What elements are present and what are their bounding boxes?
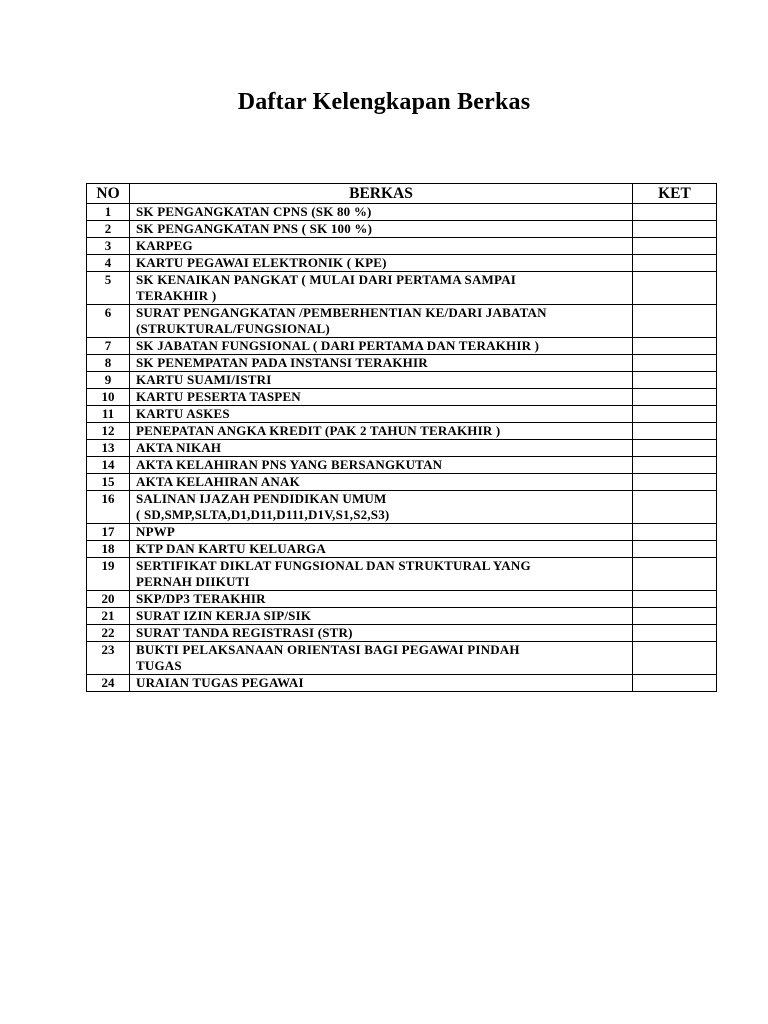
berkas-line: AKTA KELAHIRAN ANAK (136, 474, 300, 489)
berkas-line: KARTU PEGAWAI ELEKTRONIK ( KPE) (136, 255, 387, 270)
row-number: 13 (87, 440, 130, 457)
document-title: Daftar Kelengkapan Berkas (237, 89, 531, 115)
table-header-row (87, 184, 717, 204)
berkas-cell (130, 221, 633, 238)
table-row (87, 406, 717, 423)
row-number: 20 (87, 591, 130, 608)
berkas-line: SK PENEMPATAN PADA INSTANSI TERAKHIR (136, 355, 428, 370)
berkas-line: KTP DAN KARTU KELUARGA (136, 541, 326, 556)
row-number: 4 (87, 255, 130, 272)
table-row (87, 355, 717, 372)
row-number: 22 (87, 625, 130, 642)
row-number: 7 (87, 338, 130, 355)
row-number: 24 (87, 675, 130, 692)
table-row (87, 204, 717, 221)
ket-cell (633, 558, 717, 591)
ket-cell (633, 372, 717, 389)
berkas-cell (130, 675, 633, 692)
ket-cell (633, 591, 717, 608)
berkas-line: (STRUKTURAL/FUNGSIONAL) (136, 321, 330, 336)
table-row (87, 558, 717, 591)
table-row (87, 608, 717, 625)
berkas-cell (130, 625, 633, 642)
berkas-line: SALINAN IJAZAH PENDIDIKAN UMUM (136, 491, 387, 506)
ket-cell (633, 406, 717, 423)
berkas-line: SK KENAIKAN PANGKAT ( MULAI DARI PERTAMA SAMPAI (136, 272, 517, 287)
table-row (87, 423, 717, 440)
berkas-line: KARTU ASKES (136, 406, 230, 421)
berkas-cell (130, 457, 633, 474)
table-row (87, 272, 717, 305)
ket-cell (633, 355, 717, 372)
berkas-cell (130, 355, 633, 372)
ket-cell (633, 457, 717, 474)
berkas-line: SURAT PENGANGKATAN /PEMBERHENTIAN KE/DARI JABATAN (136, 305, 547, 320)
ket-cell (633, 221, 717, 238)
ket-cell (633, 474, 717, 491)
ket-cell (633, 524, 717, 541)
berkas-cell (130, 440, 633, 457)
row-number: 8 (87, 355, 130, 372)
berkas-cell (130, 255, 633, 272)
berkas-line: SURAT TANDA REGISTRASI (STR) (136, 625, 353, 640)
berkas-line: SK PENGANGKATAN CPNS (SK 80 %) (136, 204, 372, 219)
table-row (87, 642, 717, 675)
table-row (87, 238, 717, 255)
berkas-line: NPWP (136, 524, 176, 539)
table-row (87, 474, 717, 491)
berkas-line: SERTIFIKAT DIKLAT FUNGSIONAL DAN STRUKTURAL YANG (136, 558, 531, 573)
table-row (87, 221, 717, 238)
row-number: 15 (87, 474, 130, 491)
berkas-line: PENEPATAN ANGKA KREDIT (PAK 2 TAHUN TERAKHIR ) (136, 423, 501, 438)
table-body (87, 204, 717, 692)
table-row (87, 338, 717, 355)
table-row (87, 491, 717, 524)
header-ket: KET (633, 184, 717, 204)
table-row (87, 372, 717, 389)
table-row (87, 524, 717, 541)
berkas-table (86, 183, 717, 692)
ket-cell (633, 625, 717, 642)
berkas-cell (130, 541, 633, 558)
row-number: 23 (87, 642, 130, 675)
berkas-cell (130, 272, 633, 305)
ket-cell (633, 255, 717, 272)
ket-cell (633, 272, 717, 305)
ket-cell (633, 608, 717, 625)
table-row (87, 675, 717, 692)
row-number: 21 (87, 608, 130, 625)
table-row (87, 305, 717, 338)
row-number: 14 (87, 457, 130, 474)
berkas-cell (130, 406, 633, 423)
ket-cell (633, 389, 717, 406)
ket-cell (633, 423, 717, 440)
ket-cell (633, 238, 717, 255)
berkas-line: SURAT IZIN KERJA SIP/SIK (136, 608, 312, 623)
table-row (87, 255, 717, 272)
berkas-cell (130, 524, 633, 541)
berkas-cell (130, 642, 633, 675)
berkas-line: KARTU PESERTA TASPEN (136, 389, 301, 404)
row-number: 3 (87, 238, 130, 255)
berkas-line: TERAKHIR ) (136, 288, 217, 303)
ket-cell (633, 440, 717, 457)
row-number: 5 (87, 272, 130, 305)
berkas-line: SK JABATAN FUNGSIONAL ( DARI PERTAMA DAN TERAKHIR ) (136, 338, 540, 353)
row-number: 10 (87, 389, 130, 406)
table-row (87, 625, 717, 642)
berkas-cell (130, 491, 633, 524)
ket-cell (633, 338, 717, 355)
berkas-line: AKTA NIKAH (136, 440, 222, 455)
header-berkas: BERKAS (130, 184, 633, 204)
berkas-cell (130, 338, 633, 355)
berkas-cell (130, 389, 633, 406)
berkas-cell (130, 423, 633, 440)
row-number: 12 (87, 423, 130, 440)
header-no: NO (87, 184, 130, 204)
berkas-line: TUGAS (136, 658, 182, 673)
row-number: 19 (87, 558, 130, 591)
ket-cell (633, 642, 717, 675)
ket-cell (633, 541, 717, 558)
berkas-line: ( SD,SMP,SLTA,D1,D11,D111,D1V,S1,S2,S3) (136, 507, 390, 522)
table-row (87, 541, 717, 558)
row-number: 2 (87, 221, 130, 238)
berkas-line: KARPEG (136, 238, 193, 253)
berkas-cell (130, 238, 633, 255)
row-number: 9 (87, 372, 130, 389)
table-row (87, 440, 717, 457)
berkas-line: URAIAN TUGAS PEGAWAI (136, 675, 304, 690)
row-number: 6 (87, 305, 130, 338)
row-number: 17 (87, 524, 130, 541)
ket-cell (633, 675, 717, 692)
berkas-cell (130, 608, 633, 625)
row-number: 1 (87, 204, 130, 221)
berkas-line: SKP/DP3 TERAKHIR (136, 591, 266, 606)
berkas-cell (130, 372, 633, 389)
berkas-line: BUKTI PELAKSANAAN ORIENTASI BAGI PEGAWAI PINDAH (136, 642, 520, 657)
table-row (87, 591, 717, 608)
table-row (87, 389, 717, 406)
berkas-line: PERNAH DIIKUTI (136, 574, 250, 589)
ket-cell (633, 204, 717, 221)
row-number: 11 (87, 406, 130, 423)
berkas-cell (130, 558, 633, 591)
table-row (87, 457, 717, 474)
berkas-line: KARTU SUAMI/ISTRI (136, 372, 272, 387)
berkas-cell (130, 591, 633, 608)
berkas-line: SK PENGANGKATAN PNS ( SK 100 %) (136, 221, 373, 236)
ket-cell (633, 491, 717, 524)
row-number: 16 (87, 491, 130, 524)
berkas-cell (130, 474, 633, 491)
row-number: 18 (87, 541, 130, 558)
berkas-cell (130, 305, 633, 338)
berkas-line: AKTA KELAHIRAN PNS YANG BERSANGKUTAN (136, 457, 443, 472)
ket-cell (633, 305, 717, 338)
berkas-cell (130, 204, 633, 221)
